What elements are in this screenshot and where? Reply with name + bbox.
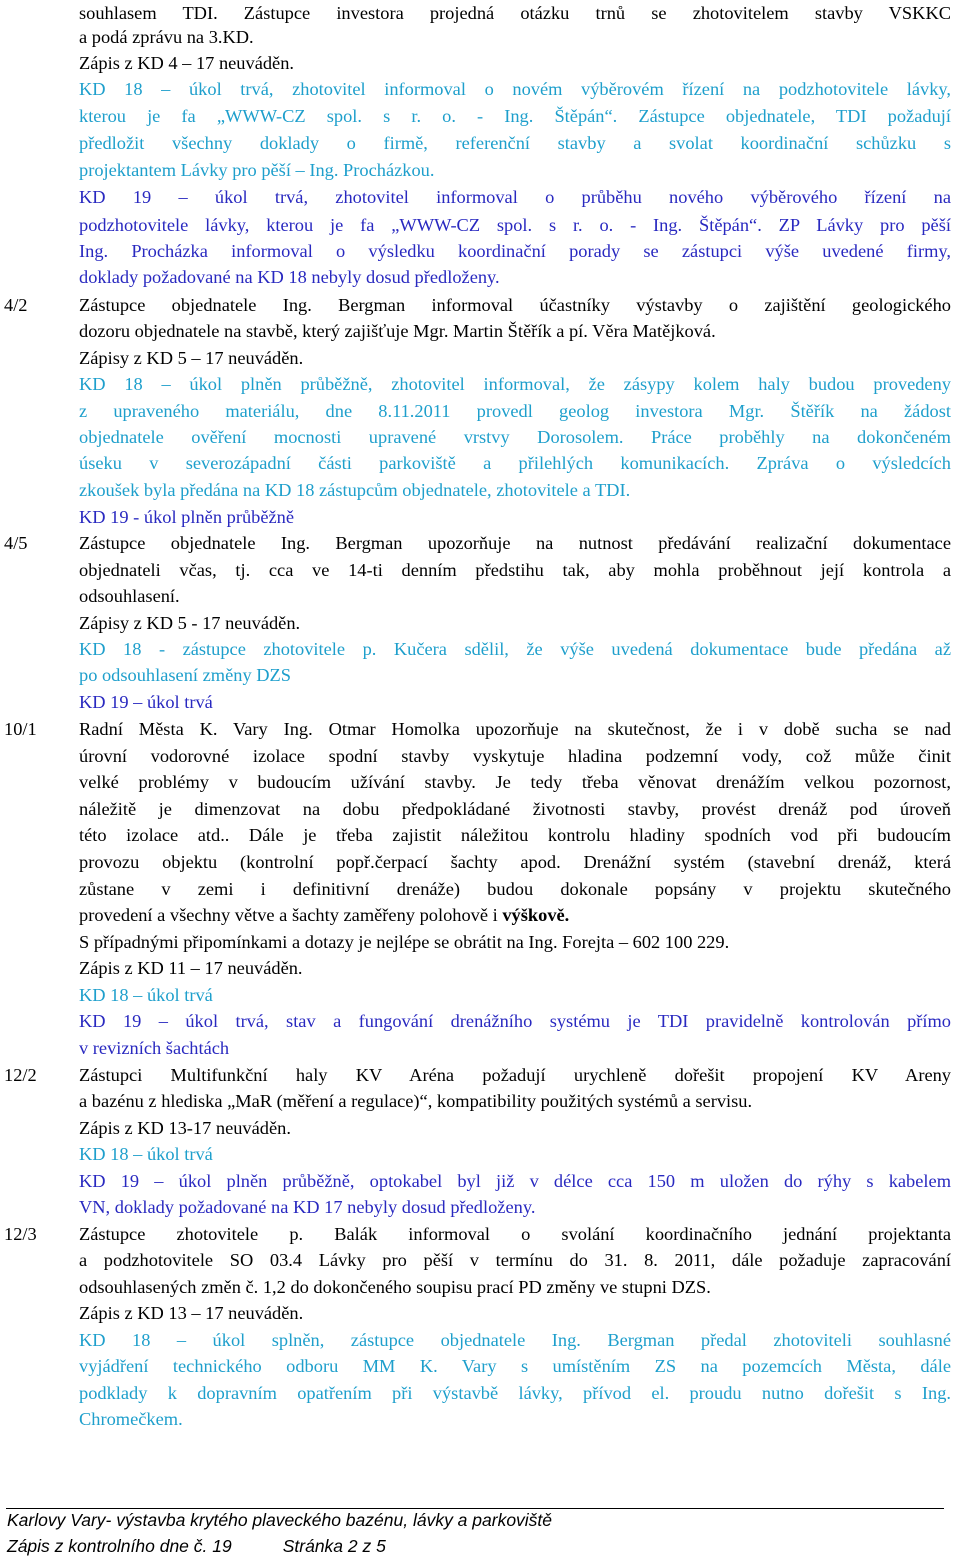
text-line xyxy=(79,1168,951,1194)
text-line-content: S případnými připomínkami a dotazy je nejlépe se obrátit na Ing. Forejta – 602 100 229. xyxy=(79,932,730,952)
text-line-content: Zástupce objednatele Ing. Bergman informoval účastníky výstavby o zajištění geologického xyxy=(79,295,951,315)
text-line xyxy=(79,1247,951,1273)
text-line xyxy=(79,1115,951,1141)
item-number: 4/5 xyxy=(4,533,28,553)
text-line xyxy=(79,184,951,210)
text-line xyxy=(79,955,951,981)
text-line-content: odsouhlasení. xyxy=(79,586,180,606)
text-line-bold: výškově. xyxy=(502,905,570,925)
text-line xyxy=(79,769,951,795)
text-line-content: KD 18 – úkol plněn průběžně, zhotovitel informoval, že zásypy kolem haly budou provedeny xyxy=(79,374,951,394)
text-line xyxy=(79,1380,951,1406)
text-line xyxy=(79,450,951,476)
footer-record xyxy=(7,1535,386,1557)
text-line xyxy=(79,264,951,290)
text-line-content: vyjádření technického odboru MM K. Vary s umístěním ZS na pozemcích Města, dále xyxy=(79,1356,951,1376)
text-line-content: Zástupci Multifunkční haly KV Aréna požadují urychleně dořešit propojení KV Areny xyxy=(79,1065,951,1085)
text-line-content: KD 19 – úkol trvá xyxy=(79,692,213,712)
text-line xyxy=(79,1406,951,1432)
text-line xyxy=(79,662,951,688)
text-line xyxy=(79,345,951,371)
item-number: 10/1 xyxy=(4,719,37,739)
item-number: 4/2 xyxy=(4,295,28,315)
text-line xyxy=(79,583,951,609)
text-line xyxy=(79,24,951,50)
text-line-content: v revizních šachtách xyxy=(79,1038,230,1058)
text-line xyxy=(79,822,951,848)
text-line-content: KD 19 – úkol trvá, zhotovitel informoval o průběhu nového výběrového řízení na xyxy=(79,187,951,207)
text-line xyxy=(79,76,951,102)
text-line-content: předložit všechny doklady o firmě, referenční stavby a svolat koordinační schůzku s xyxy=(79,133,951,153)
text-line-content: doklady požadované na KD 18 nebyly dosud předloženy. xyxy=(79,267,500,287)
text-line xyxy=(79,238,951,264)
text-line-content: VN, doklady požadované na KD 17 nebyly dosud předloženy. xyxy=(79,1197,536,1217)
text-line xyxy=(79,398,951,424)
text-line xyxy=(79,1353,951,1379)
text-line-content: provedení a všechny větve a šachty zaměřeny polohově i xyxy=(79,905,503,925)
text-line-content: zůstane v zemi i definitivní drenáže) budou dokonale popsány v projektu skutečného xyxy=(79,879,951,899)
text-line xyxy=(79,130,951,156)
text-line xyxy=(79,636,951,662)
text-line-content: dozoru objednatele na stavbě, který zajišťuje Mgr. Martin Štěřík a pí. Věra Matějková. xyxy=(79,321,716,341)
text-line-content: Zápis z KD 4 – 17 neuváděn. xyxy=(79,53,295,73)
text-line-content: Radní Města K. Vary Ing. Otmar Homolka upozorňuje na skutečnost, že i v době sucha se nad xyxy=(79,719,951,739)
text-line-content: Chromečkem. xyxy=(79,1409,183,1429)
footer-page-number: Stránka 2 z 5 xyxy=(282,1536,386,1556)
text-line-content: KD 19 – úkol plněn průběžně, optokabel byl již v délce cca 150 m uložen do rýhy s kabelem xyxy=(79,1171,951,1191)
footer-record-number: Zápis z kontrolního dne č. 19 xyxy=(7,1536,232,1556)
text-line xyxy=(79,796,951,822)
text-line xyxy=(79,716,951,742)
text-line xyxy=(79,157,951,183)
text-line-content: KD 19 – úkol trvá, stav a fungování drenážního systému je TDI pravidelně kontrolován přímo xyxy=(79,1011,951,1031)
text-line-content: Zápis z KD 11 – 17 neuváděn. xyxy=(79,958,303,978)
item-number: 12/3 xyxy=(4,1224,37,1244)
text-line xyxy=(79,0,951,26)
text-line-content: kterou je fa „WWW-CZ spol. s r. o. - Ing. Štěpán“. Zástupce objednatele, TDI požadují xyxy=(79,106,951,126)
text-line xyxy=(79,929,951,955)
text-line xyxy=(79,1194,951,1220)
text-line-content: podklady k dopravním opatřením při výstavbě lávky, přívod el. proudu nutno dořešit s Ing. xyxy=(79,1383,951,1403)
text-line xyxy=(79,318,951,344)
text-line xyxy=(79,1274,951,1300)
text-line xyxy=(79,1035,951,1061)
text-line-content: z upraveného materiálu, dne 8.11.2011 provedl geolog investora Mgr. Štěřík na žádost xyxy=(79,401,951,421)
text-line xyxy=(79,103,951,129)
item-number: 12/2 xyxy=(4,1065,37,1085)
text-line-content: KD 19 - úkol plněn průběžně xyxy=(79,507,295,527)
text-line xyxy=(79,743,951,769)
text-line-content: KD 18 - zástupce zhotovitele p. Kučera sdělil, že výše uvedená dokumentace bude předána až xyxy=(79,639,951,659)
text-line-content: zkoušek byla předána na KD 18 zástupcům objednatele, zhotovitele a TDI. xyxy=(79,480,631,500)
text-line xyxy=(79,849,951,875)
text-line-content: Zápis z KD 13-17 neuváděn. xyxy=(79,1118,291,1138)
text-line-content: Zástupce zhotovitele p. Balák informoval o svolání koordinačního jednání projektanta xyxy=(79,1224,951,1244)
text-line-content: objednateli včas, tj. cca ve 14-ti denním předstihu tak, aby mohla proběhnout její kontrola a xyxy=(79,560,951,580)
text-line xyxy=(79,876,951,902)
text-line-content: a bazénu z hlediska „MaR (měření a regulace)“, kompatibility použitých systémů a servisu. xyxy=(79,1091,753,1111)
text-line xyxy=(79,530,951,556)
text-line xyxy=(79,902,951,928)
text-line-content: úrovní vodorovné izolace spodní stavby vyskytuje hladina podzemní vody, což může činit xyxy=(79,746,951,766)
text-line-content: KD 18 – úkol trvá, zhotovitel informoval o novém výběrovém řízení na podzhotovitele lávky, xyxy=(79,79,951,99)
text-line xyxy=(79,292,951,318)
text-line xyxy=(79,1088,951,1114)
text-line xyxy=(79,1008,951,1034)
text-line xyxy=(79,689,951,715)
text-line xyxy=(79,1327,951,1353)
text-line-content: Zápisy z KD 5 - 17 neuváděn. xyxy=(79,613,301,633)
text-line-content: Zápisy z KD 5 – 17 neuváděn. xyxy=(79,348,304,368)
text-line-content: a podá zprávu na 3.KD. xyxy=(79,27,254,47)
text-line-content: odsouhlasených změn č. 1,2 do dokončeného soupisu prací PD změny ve stupni DZS. xyxy=(79,1277,711,1297)
text-line-content: této izolace atd.. Dále je třeba zajistit náležitou kontrolu hladiny spodních vod při budoucím xyxy=(79,825,951,845)
text-line-content: náležitě je dimenzovat na dobu předpokládané životnosti stavby, provést drenáž pod úroveň xyxy=(79,799,951,819)
text-line-content: Zástupce objednatele Ing. Bergman upozorňuje na nutnost předávání realizační dokumentace xyxy=(79,533,951,553)
text-line-content: Zápis z KD 13 – 17 neuváděn. xyxy=(79,1303,304,1323)
footer-project-title: Karlovy Vary- výstavba krytého plaveckého bazénu, lávky a parkoviště xyxy=(7,1510,553,1530)
text-line xyxy=(79,1062,951,1088)
text-line-content: podzhotovitele lávky, kterou je fa „WWW-CZ spol. s r. o. - Ing. Štěpán“. ZP Lávky pro pěší xyxy=(79,215,951,235)
text-line-content: Ing. Procházka informoval o výsledku koordinační porady se zástupci výše uvedené firmy, xyxy=(79,241,951,261)
text-line xyxy=(79,50,951,76)
text-line-content: objednatele ověření mocnosti upravené vrstvy Dorosolem. Práce proběhly na dokončeném xyxy=(79,427,951,447)
text-line xyxy=(79,212,951,238)
text-line xyxy=(79,557,951,583)
text-line xyxy=(79,1221,951,1247)
text-line xyxy=(79,371,951,397)
text-line-content: úseku v severozápadní části parkoviště a přilehlých komunikacích. Zpráva o výsledcích xyxy=(79,453,951,473)
text-line-content: a podzhotovitele SO 03.4 Lávky pro pěší v termínu do 31. 8. 2011, dále požaduje zapracování xyxy=(79,1250,951,1270)
text-line-content: velké problémy v budoucím užívání stavby. Je tedy třeba věnovat drenážím velkou pozornost, xyxy=(79,772,951,792)
text-line xyxy=(79,1141,951,1167)
text-line xyxy=(79,982,951,1008)
text-line-content: KD 18 – úkol trvá xyxy=(79,1144,213,1164)
text-line xyxy=(79,610,951,636)
text-line xyxy=(79,504,951,530)
text-line xyxy=(79,424,951,450)
text-line xyxy=(79,477,951,503)
text-line-content: po odsouhlasení změny DZS xyxy=(79,665,291,685)
text-line-content: KD 18 – úkol splněn, zástupce objednatele Ing. Bergman předal zhotoviteli souhlasné xyxy=(79,1330,951,1350)
text-line xyxy=(79,1300,951,1326)
text-line-content: projektantem Lávky pro pěší – Ing. Procházkou. xyxy=(79,160,435,180)
text-line-content: souhlasem TDI. Zástupce investora projedná otázku trnů se zhotovitelem stavby VSKKC xyxy=(79,3,951,23)
text-line-content: provozu objektu (kontrolní popř.čerpací šachty apod. Drenážní systém (stavební drenáž, která xyxy=(79,852,951,872)
text-line-content: KD 18 – úkol trvá xyxy=(79,985,213,1005)
